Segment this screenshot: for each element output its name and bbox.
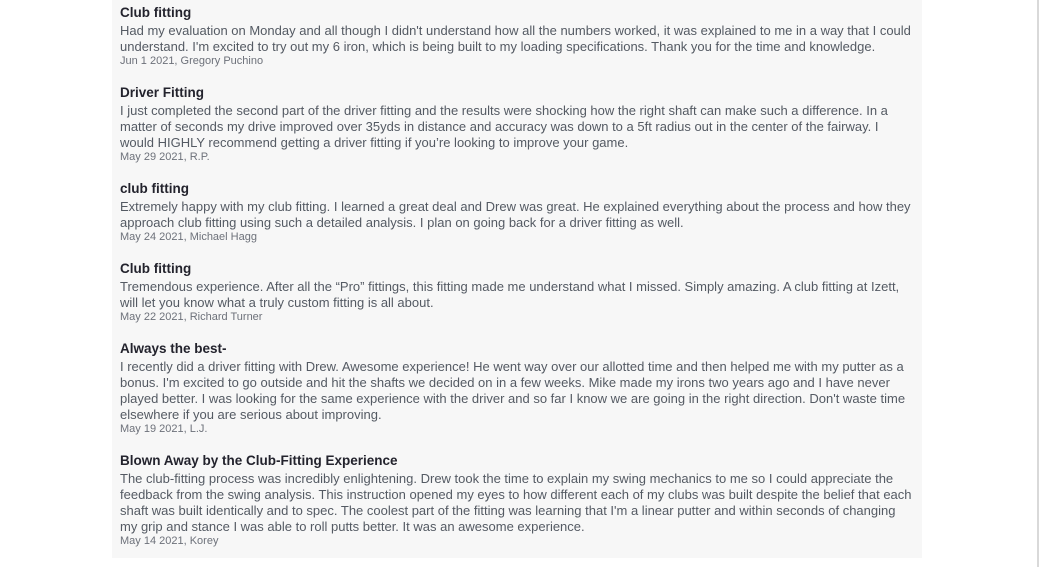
review-date-author: May 29 2021, R.P. [120, 151, 210, 163]
review-title: Club fitting [120, 261, 192, 276]
review-item [120, 181, 914, 243]
review-title: Club fitting [120, 5, 192, 20]
scrollbar-track[interactable] [1037, 0, 1039, 567]
review-date-author: May 19 2021, L.J. [120, 423, 208, 435]
review-body: Had my evaluation on Monday and all though I didn't understand how all the numbers worked, it was explained to me in a way that I could understand. I'm excited to try out my 6 iron, which is being built to my loading specifications. Thank you for the time and knowledge. [120, 23, 911, 54]
review-body: I recently did a driver fitting with Drew. Awesome experience! He went way over our allotted time and then helped me with my putter as a bonus. I'm excited to go outside and hit the shafts we decided on in a few weeks. Mike made my irons two years ago and I have never played better. I was looking for the same experience with the driver and so far I know we are going in the right direction. Don't waste time elsewhere if you are serious about improving. [120, 359, 906, 422]
review-item [120, 85, 914, 163]
review-title: club fitting [120, 181, 189, 196]
review-item [120, 261, 914, 323]
review-body: Tremendous experience. After all the “Pro” fittings, this fitting made me understand what I missed. Simply amazing. A club fitting at Izett, will let you know what a truly custom fitting is all about. [120, 279, 900, 310]
review-body: Extremely happy with my club fitting. I learned a great deal and Drew was great. He explained everything about the process and how they approach club fitting using such a detailed analysis. I plan on going back for a driver fitting as well. [120, 199, 911, 230]
review-item [120, 5, 914, 67]
review-item [120, 453, 914, 547]
review-date-author: May 14 2021, Korey [120, 535, 219, 547]
review-body: I just completed the second part of the driver fitting and the results were shocking how the right shaft can make such a difference. In a matter of seconds my drive improved over 35yds in distance and accuracy was down to a 5ft radius out in the center of the fairway. I would HIGHLY recommend getting a driver fitting if you’re looking to improve your game. [120, 103, 888, 150]
review-title: Blown Away by the Club-Fitting Experience [120, 453, 398, 468]
review-item [120, 341, 914, 435]
review-date-author: May 22 2021, Richard Turner [120, 311, 263, 323]
review-date-author: Jun 1 2021, Gregory Puchino [120, 55, 264, 67]
review-date-author: May 24 2021, Michael Hagg [120, 231, 257, 243]
review-title: Driver Fitting [120, 85, 205, 100]
review-title: Always the best- [120, 341, 227, 356]
review-body: The club-fitting process was incredibly enlightening. Drew took the time to explain my swing mechanics to me so I could appreciate the feedback from the swing analysis. This instruction opened my eyes to how different each of my clubs was built despite the belief that each shaft was built identically and to spec. The coolest part of the fitting was learning that I'm a linear putter and within seconds of changing my grip and stance I was able to roll putts better. It was an awesome experience. [120, 471, 912, 534]
reviews-panel [112, 0, 922, 558]
